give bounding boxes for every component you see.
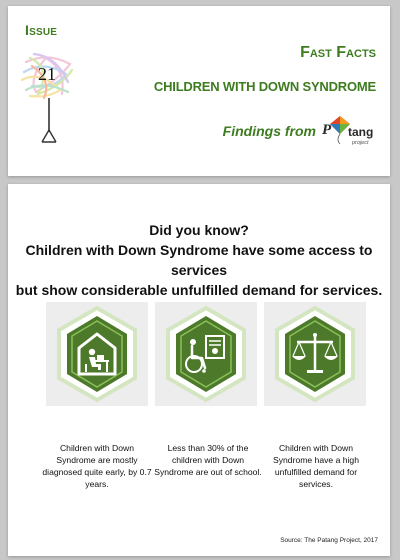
intro-text	[8, 220, 390, 300]
source-note: Source: The Patang Project, 2017	[280, 537, 378, 544]
intro-line-2: Children with Down Syndrome have some access to services	[25, 242, 373, 278]
issue-number: 21	[38, 64, 56, 84]
issue-badge	[18, 50, 80, 146]
intro-question: Did you know?	[149, 222, 249, 238]
findings-row	[223, 114, 378, 148]
fact-panel-1	[46, 302, 148, 406]
findings-label: Findings from	[222, 123, 316, 139]
wheelchair-certificate-icon	[160, 304, 252, 404]
svg-text:project: project	[352, 140, 369, 146]
header-card	[8, 6, 390, 176]
main-card	[8, 184, 390, 556]
topic-title: CHILDREN WITH DOWN SYNDROME	[153, 79, 376, 94]
fact-caption-3: Children with Down Syndrome have a high unfulfilled demand for services.	[273, 443, 359, 489]
svg-text:P: P	[322, 122, 332, 138]
balance-scale-icon	[269, 304, 361, 404]
fact-caption-1: Children with Down Syndrome are mostly diagnosed quite early, by 0.7 years.	[42, 443, 152, 489]
intro-line-3: but show considerable unfulfilled demand for services.	[15, 282, 383, 298]
series-title: Fast Facts	[300, 44, 376, 61]
svg-text:tang: tang	[348, 125, 374, 139]
fact-panel-2	[155, 302, 257, 406]
patang-logo	[320, 114, 378, 148]
fact-panel-3	[264, 302, 366, 406]
issue-label: Issue	[25, 22, 58, 38]
fact-caption-2: Less than 30% of the children with Down Syndrome are out of school.	[154, 443, 262, 477]
kite-logo-icon	[320, 114, 378, 148]
house-study-icon	[51, 304, 143, 404]
